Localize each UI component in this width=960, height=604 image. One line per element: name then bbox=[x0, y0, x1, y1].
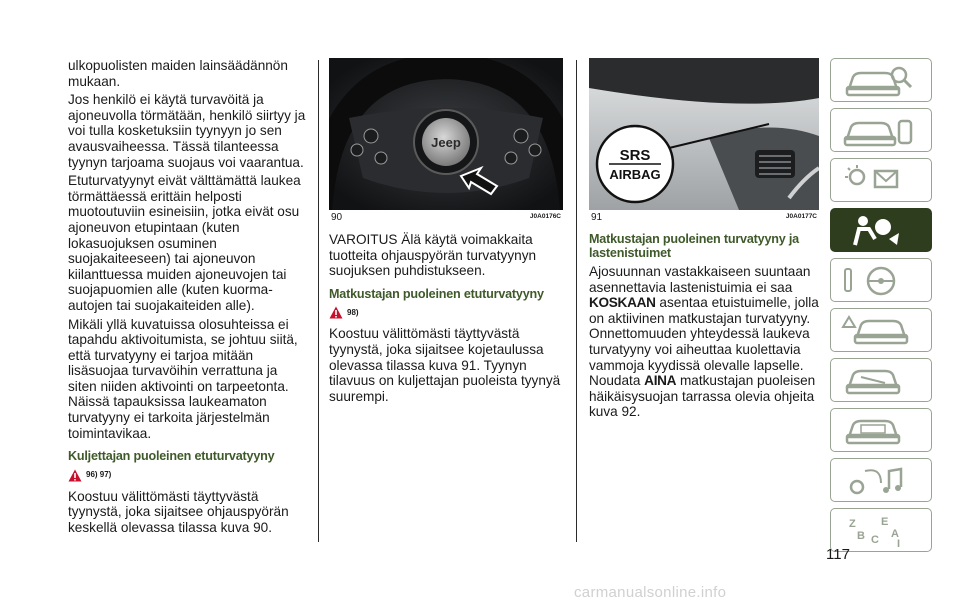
svg-text:B: B bbox=[857, 530, 865, 542]
text-column-1 bbox=[68, 58, 308, 539]
svg-text:I: I bbox=[897, 538, 901, 549]
watermark: carmanualsonline.info bbox=[574, 584, 727, 601]
warning-reference bbox=[329, 305, 565, 321]
emphasis-never: KOSKAAN bbox=[589, 295, 656, 311]
figure-number: 90 bbox=[331, 212, 343, 223]
figure-code: J0A0176C bbox=[529, 213, 561, 220]
paragraph: Jos henkilö ei käytä turvavöitä ja ajoneuvolla törmätään, henkilö siirtyy ja voi tulla kosketuksiin tyynyyn jo sen avausvaiheessa. Tässä tilanteessa tyynyn tarjoama suojaus voi vaarantua. bbox=[68, 92, 306, 170]
text-run: matkustajan puoleisen häikäisysuojan tarrassa olevia ohjeita kuva 92. bbox=[589, 373, 816, 420]
text-column-2 bbox=[329, 232, 565, 407]
warning-triangle-icon bbox=[329, 306, 343, 319]
section-heading: Kuljettajan puoleinen etuturvatyyny bbox=[68, 449, 275, 464]
paragraph: VAROITUS Älä käytä voimakkaita tuotteita ohjauspyörän turvatyynyn suojuksen puhdistukseen. bbox=[329, 232, 537, 279]
svg-text:E: E bbox=[881, 516, 889, 528]
car-key-icon bbox=[841, 113, 921, 149]
text-run: Ajosuunnan vastakkaiseen suuntaan asennettavia lastenistuimia ei saa bbox=[589, 264, 811, 295]
paragraph: Etuturvatyynyt eivät välttämättä laukea törmättäessä erittäin helposti muotoutuviin esineisiin, jotka eivät osu ajoneuvon etupintaan (kuten lokasuojuksen osuminen suojakaiteeseen) tai ajoneuvon kiilanttuessa muiden ajoneuvojen tai suojapuomien alle (kuten kuorma-autojen tai suojakaiteiden alle). bbox=[68, 173, 301, 313]
dashboard-lights-icon bbox=[841, 163, 921, 199]
svg-text:C: C bbox=[871, 534, 879, 546]
airbag-seat-icon bbox=[841, 213, 921, 249]
steering-wheel-icon bbox=[841, 263, 921, 299]
warning-reference bbox=[68, 467, 308, 483]
svg-text:A: A bbox=[891, 528, 899, 540]
section-heading: Matkustajan puoleinen turvatyyny ja lastenistuimet bbox=[589, 232, 799, 260]
steering-wheel-illustration bbox=[329, 58, 563, 210]
emphasis-always: AINA bbox=[644, 373, 677, 389]
tab-servicing[interactable] bbox=[830, 358, 932, 402]
paragraph: Mikäli yllä kuvatuissa olosuhteissa ei tapahdu aktivoitumista, se johtuu siitä, että turvatyyny ei tarjoa mitään lisäsuojaa turvavöihin verrattuna ja siten niiden aktivointi on tarpeetonta. Näissä tapauksissa laukeamaton turvatyyny ei tarkoita järjestelmän toimintavikaa. bbox=[68, 316, 298, 441]
paragraph: ulkopuolisten maiden lainsäädännön mukaan. bbox=[68, 58, 288, 89]
tab-in-emergency[interactable] bbox=[830, 308, 932, 352]
srs-label: SRS bbox=[619, 147, 651, 164]
dashboard-illustration bbox=[589, 58, 819, 210]
multimedia-icon bbox=[841, 463, 921, 499]
svg-text:Z: Z bbox=[849, 518, 856, 530]
car-gauge-icon bbox=[841, 413, 921, 449]
warning-triangle-icon bbox=[68, 469, 82, 482]
tab-multimedia[interactable] bbox=[830, 458, 932, 502]
tab-starting-driving[interactable] bbox=[830, 258, 932, 302]
column-divider bbox=[318, 60, 319, 542]
car-search-icon bbox=[841, 63, 921, 99]
warning-refs-text: 98) bbox=[347, 307, 359, 317]
hazard-car-icon bbox=[841, 313, 921, 349]
steering-wheel-photo bbox=[329, 58, 563, 210]
tab-getting-to-know[interactable] bbox=[830, 108, 932, 152]
page-number: 117 bbox=[826, 546, 850, 563]
index-letters-icon bbox=[841, 513, 921, 549]
text-run: asentaa etuistuimelle, jolla on aktiivinen matkustajan turvatyyny. Onnettomuuden yhteydessä laukeva turvatyyny voi aiheuttaa kuolettavia vammoja kyydissä olevalle lapselle. Noudata bbox=[589, 295, 819, 389]
section-heading: Matkustajan puoleinen etuturvatyyny bbox=[329, 286, 544, 301]
figure-code: J0A0177C bbox=[785, 213, 817, 220]
dashboard-airbag-photo bbox=[589, 58, 819, 210]
tab-technical-data[interactable] bbox=[830, 408, 932, 452]
car-wrench-icon bbox=[841, 363, 921, 399]
tab-vehicle-overview[interactable] bbox=[830, 58, 932, 102]
figure-number: 91 bbox=[591, 212, 603, 223]
paragraph bbox=[589, 264, 821, 420]
tab-safety[interactable] bbox=[830, 208, 932, 252]
paragraph: Koostuu välittömästi täyttyvästä tyynystä, joka sijaitsee kojetaulussa olevassa tilassa kuva 91. Tyynyn tilavuus on kuljettajan puoleista tyynyä suurempi. bbox=[329, 326, 561, 404]
airbag-label: AIRBAG bbox=[609, 167, 661, 182]
column-divider bbox=[576, 60, 577, 542]
text-column-3 bbox=[589, 232, 821, 423]
jeep-logo: Jeep bbox=[431, 135, 461, 150]
tab-instrument-panel[interactable] bbox=[830, 158, 932, 202]
warning-refs-text: 96) 97) bbox=[86, 470, 112, 480]
paragraph: Koostuu välittömästi täyttyvästä tyynystä, joka sijaitsee ohjauspyörän keskellä olevassa tilassa kuva 90. bbox=[68, 488, 289, 536]
